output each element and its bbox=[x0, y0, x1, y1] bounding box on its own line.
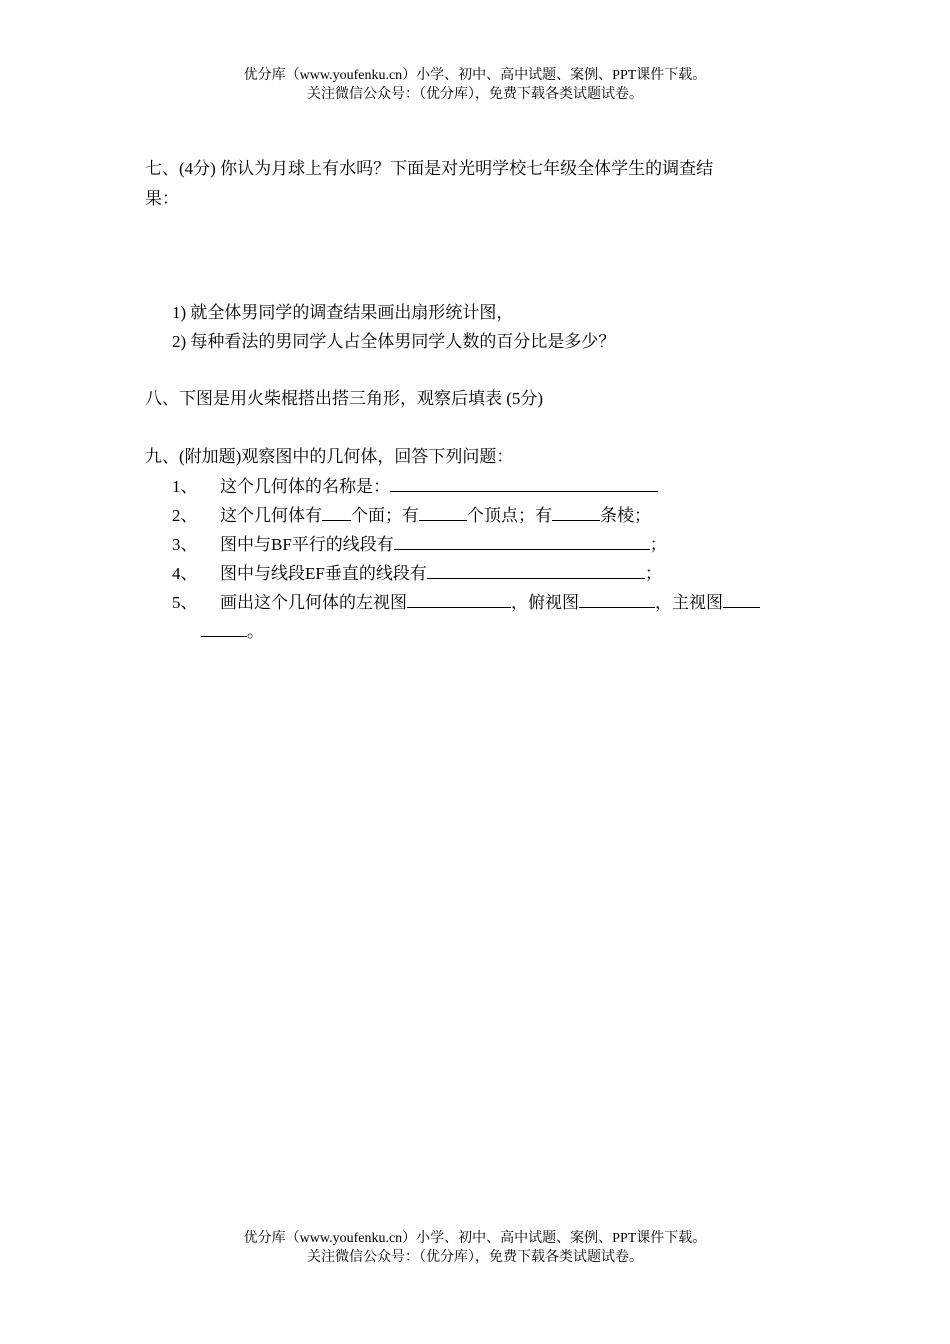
page-header bbox=[0, 66, 950, 104]
page-footer bbox=[0, 1229, 950, 1267]
question-9-item-2 bbox=[172, 504, 651, 527]
item-text: 图中与BF平行的线段有 bbox=[220, 535, 394, 554]
item-text: 图中与线段EF垂直的线段有 bbox=[220, 564, 427, 583]
item-text: 。 bbox=[247, 622, 264, 641]
question-8: 八、下图是用火柴棍搭出搭三角形，观察后填表 (5分) bbox=[145, 389, 544, 408]
question-9-item-4 bbox=[172, 562, 662, 585]
footer-line-1: 优分库（www.youfenku.cn）小学、初中、高中试题、案例、PPT课件下载。 bbox=[243, 1231, 707, 1246]
item-number: 1、 bbox=[172, 477, 198, 496]
question-9-item-3 bbox=[172, 533, 667, 556]
header-line-1: 优分库（www.youfenku.cn）小学、初中、高中试题、案例、PPT课件下载。 bbox=[243, 68, 707, 83]
answer-blank-top-view[interactable] bbox=[579, 591, 655, 608]
footer-line-2: 关注微信公众号：（优分库），免费下载各类试题试卷。 bbox=[307, 1250, 643, 1265]
item-number: 4、 bbox=[172, 564, 198, 583]
item-text: 个面；有 bbox=[351, 506, 419, 525]
answer-blank-vertices[interactable] bbox=[419, 504, 467, 521]
answer-blank[interactable] bbox=[427, 562, 645, 579]
question-9-item-5-continued bbox=[201, 620, 264, 643]
question-7-sub-2: 2) 每种看法的男同学人占全体男同学人数的百分比是多少？ bbox=[172, 332, 616, 351]
question-7-sub-1: 1) 就全体男同学的调查结果画出扇形统计图， bbox=[172, 303, 514, 322]
header-line-2: 关注微信公众号：（优分库），免费下载各类试题试卷。 bbox=[307, 87, 643, 102]
answer-blank-front-view-continued[interactable] bbox=[201, 620, 247, 637]
item-text: 画出这个几何体的左视图 bbox=[220, 593, 407, 612]
answer-blank[interactable] bbox=[390, 475, 658, 492]
question-7-line-2: 果： bbox=[145, 189, 179, 208]
answer-blank[interactable] bbox=[394, 533, 650, 550]
item-number: 3、 bbox=[172, 535, 198, 554]
item-text: 这个几何体的名称是： bbox=[220, 477, 390, 496]
question-7-line-1: 七、(4分) 你认为月球上有水吗？下面是对光明学校七年级全体学生的调查结 bbox=[145, 159, 714, 178]
answer-blank-edges[interactable] bbox=[552, 504, 600, 521]
question-9-item-5 bbox=[172, 591, 760, 614]
item-text: 条棱； bbox=[600, 506, 651, 525]
item-number: 5、 bbox=[172, 593, 198, 612]
item-text: ，主视图 bbox=[655, 593, 723, 612]
item-number: 2、 bbox=[172, 506, 198, 525]
item-text: 个顶点；有 bbox=[467, 506, 552, 525]
item-text: ； bbox=[644, 564, 662, 583]
question-9-title: 九、(附加题)观察图中的几何体，回答下列问题： bbox=[145, 447, 514, 466]
item-text: ； bbox=[649, 535, 667, 554]
answer-blank-left-view[interactable] bbox=[407, 591, 511, 608]
answer-blank-front-view[interactable] bbox=[723, 591, 760, 608]
question-9-item-1 bbox=[172, 475, 658, 498]
item-text: ，俯视图 bbox=[511, 593, 579, 612]
answer-blank-faces[interactable] bbox=[322, 504, 351, 521]
item-text: 这个几何体有 bbox=[220, 506, 322, 525]
